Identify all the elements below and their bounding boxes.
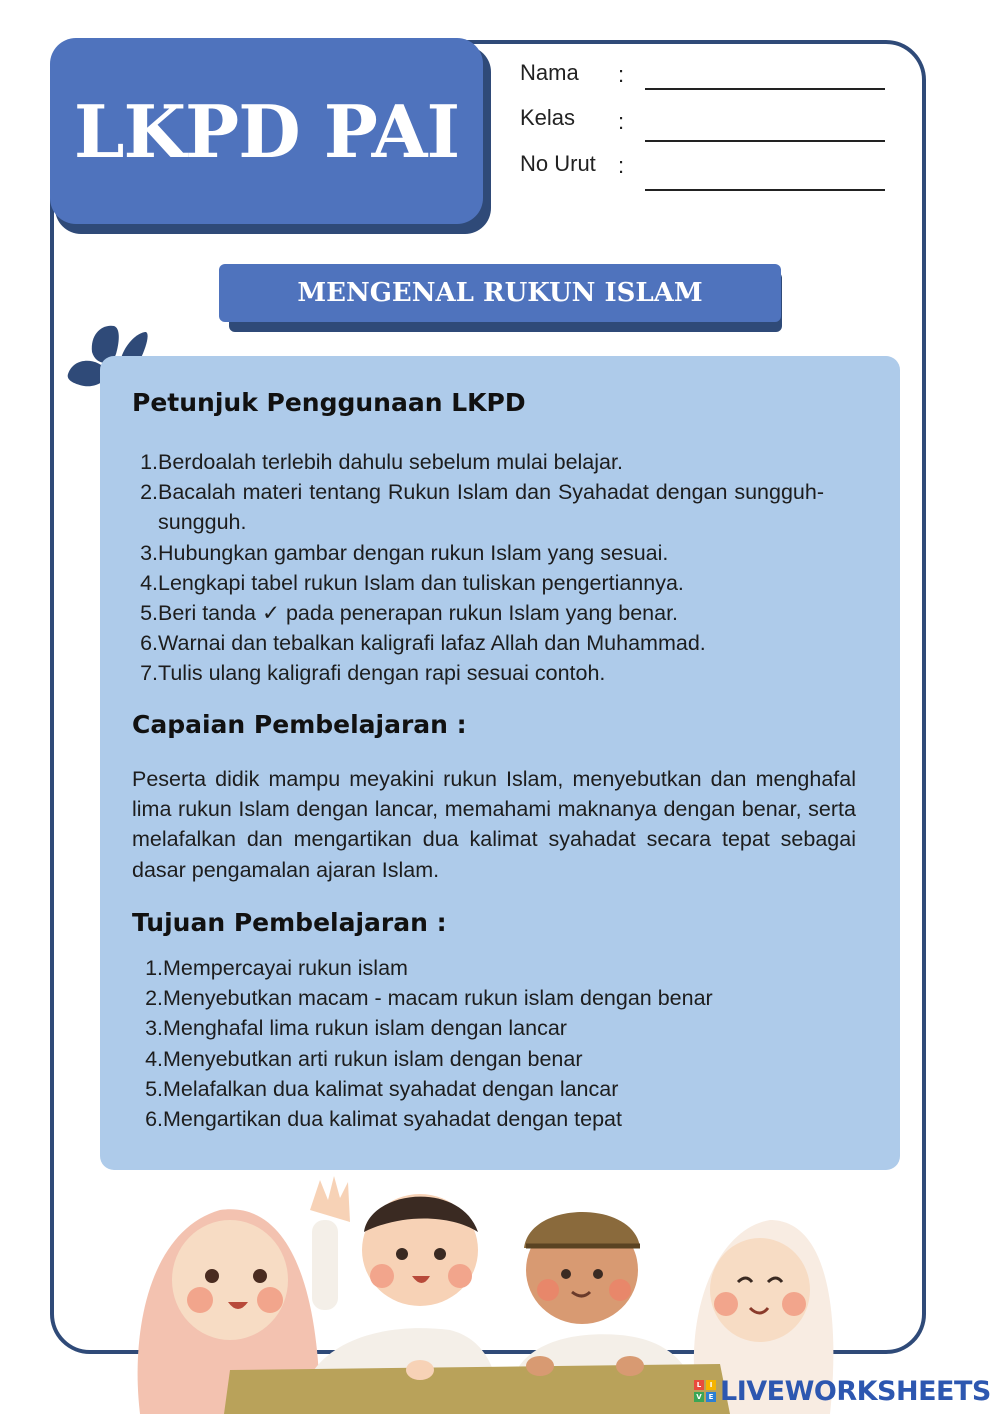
number-colon: : bbox=[618, 153, 625, 178]
subtitle-banner bbox=[219, 264, 781, 322]
list-item: 6. Warnai dan tebalkan kaligrafi lafaz Allah dan Muhammad. bbox=[140, 631, 706, 656]
name-line-field[interactable] bbox=[645, 88, 885, 90]
list-item: 2. Menyebutkan macam - macam rukun islam dengan benar bbox=[145, 986, 713, 1011]
tujuan-list bbox=[132, 953, 852, 1134]
class-label: Kelas bbox=[520, 105, 576, 130]
liveworksheets-logo-icon: L I V E bbox=[694, 1380, 716, 1402]
list-item: 1. Berdoalah terlebih dahulu sebelum mulai belajar. bbox=[140, 450, 623, 474]
list-item: 5. Melafalkan dua kalimat syahadat dengan lancar bbox=[145, 1076, 619, 1101]
name-colon: : bbox=[618, 62, 625, 87]
capaian-text: Peserta didik mampu meyakini rukun Islam, menyebutkan dan menghafal lima rukun Islam dengan lancar, memahami maknanya dengan benar, serta melafalkan dan mengartikan dua kalimat syahadat secara tepat sebagai dasar pengamalan ajaran Islam. bbox=[132, 767, 856, 882]
title-banner bbox=[50, 38, 483, 224]
list-item: 5. Beri tanda ✓ pada penerapan rukun Islam yang benar. bbox=[140, 601, 679, 626]
instructions-heading: Petunjuk Penggunaan LKPD bbox=[132, 388, 526, 417]
watermark-text: LIVEWORKSHEETS bbox=[720, 1375, 991, 1407]
page-title: LKPD PAI bbox=[73, 88, 460, 174]
list-item: 3. Hubungkan gambar dengan rukun Islam yang sesuai. bbox=[140, 540, 669, 565]
capaian-heading: Capaian Pembelajaran : bbox=[132, 710, 467, 739]
list-item: 3. Menghafal lima rukun islam dengan lancar bbox=[145, 1016, 567, 1041]
number-label: No Urut bbox=[520, 151, 596, 176]
list-item: 6. Mengartikan dua kalimat syahadat dengan tepat bbox=[145, 1107, 622, 1132]
list-item: 2. Bacalah materi tentang Rukun Islam dan Syahadat dengan sungguh-sungguh. bbox=[140, 480, 824, 535]
list-item: 4. Menyebutkan arti rukun islam dengan benar bbox=[145, 1046, 583, 1071]
liveworksheets-watermark[interactable] bbox=[694, 1376, 991, 1406]
tujuan-heading: Tujuan Pembelajaran : bbox=[132, 908, 447, 937]
list-item: 4. Lengkapi tabel rukun Islam dan tuliskan pengertiannya. bbox=[140, 570, 684, 595]
number-line-field[interactable] bbox=[645, 189, 885, 191]
class-line-field[interactable] bbox=[645, 140, 885, 142]
list-item: 1. Mempercayai rukun islam bbox=[145, 956, 408, 980]
instructions-list bbox=[132, 447, 824, 689]
list-item: 7. Tulis ulang kaligrafi dengan rapi sesuai contoh. bbox=[140, 661, 606, 686]
subtitle: MENGENAL RUKUN ISLAM bbox=[297, 278, 703, 308]
name-label: Nama bbox=[520, 60, 579, 85]
class-colon: : bbox=[618, 109, 625, 134]
